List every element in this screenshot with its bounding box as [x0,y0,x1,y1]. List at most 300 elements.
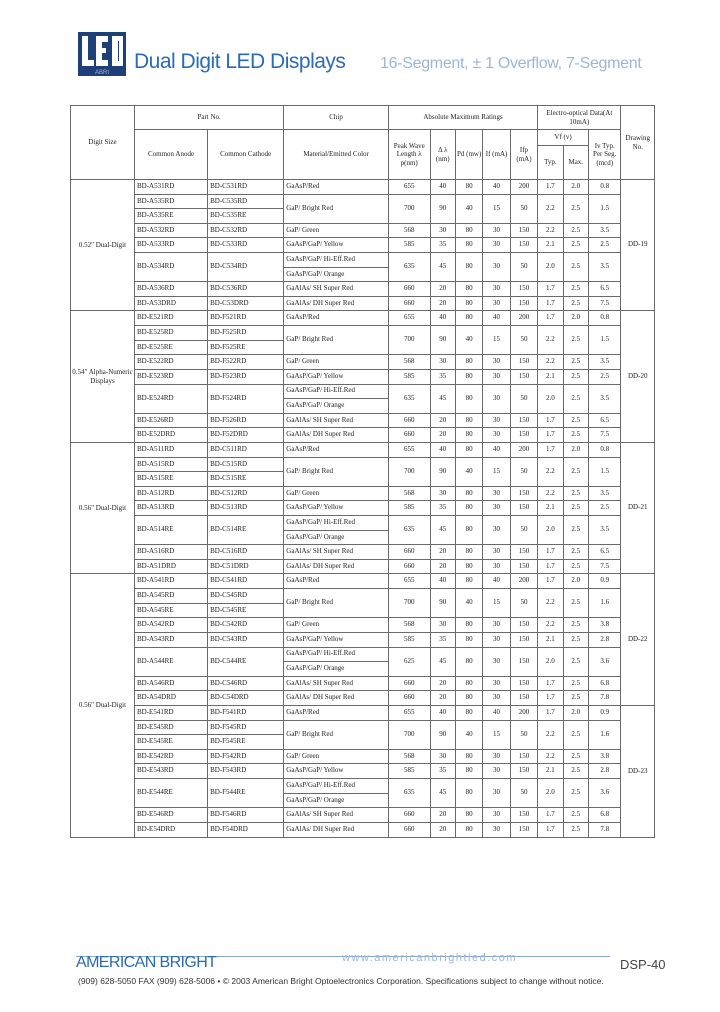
material-header: Material/Emitted Color [284,130,389,180]
vf-typ-header: Typ. [538,146,563,180]
common-cathode-cell: BD-C535RD [208,194,284,209]
if-cell: 30 [483,749,510,764]
table-row [71,618,655,633]
iv-cell: 2.5 [588,369,621,384]
common-anode-cell: BD-A516RD [134,545,207,560]
ifp-cell: 150 [510,632,537,647]
common-anode-cell: BD-E543RD [134,764,207,779]
common-anode-cell: BD-E545RD [134,720,207,735]
vf-max-cell: 2.5 [563,808,588,823]
peak-wavelength-cell: 660 [388,428,430,443]
common-anode-cell: BD-A545RD [134,589,207,604]
delta-lambda-cell: 20 [430,428,455,443]
electro-optical-header: Electro-optical Data(At 10mA) [538,106,621,130]
vf-typ-cell: 2.2 [538,355,563,370]
delta-lambda-cell: 45 [430,384,455,413]
vf-max-cell: 2.5 [563,384,588,413]
iv-cell: 1.5 [588,326,621,355]
vf-max-cell: 2.5 [563,428,588,443]
common-cathode-cell: BD-F52DRD [208,428,284,443]
ifp-cell: 50 [510,194,537,223]
delta-lambda-cell: 90 [430,457,455,486]
ifp-cell: 150 [510,296,537,311]
if-cell: 30 [483,223,510,238]
iv-cell: 3.6 [588,778,621,807]
common-anode-cell: BD-E544RE [134,778,207,807]
pd-cell: 80 [455,647,482,676]
vf-max-cell: 2.5 [563,413,588,428]
vf-typ-cell: 1.7 [538,559,563,574]
delta-lambda-cell: 30 [430,355,455,370]
header-row-1 [71,106,655,130]
delta-lambda-cell: 30 [430,486,455,501]
delta-lambda-cell: 45 [430,253,455,282]
vf-typ-cell: 2.2 [538,326,563,355]
vf-max-cell: 2.5 [563,486,588,501]
vf-typ-cell: 2.2 [538,720,563,749]
pd-cell: 80 [455,749,482,764]
peak-wavelength-cell: 635 [388,253,430,282]
common-cathode-cell: BD-C545RD [208,589,284,604]
chip-material-cell: GaAsP/GaP/ Orange [284,530,389,545]
if-cell: 30 [483,369,510,384]
ifp-cell: 150 [510,413,537,428]
ifp-cell: 150 [510,676,537,691]
if-cell: 30 [483,296,510,311]
ifp-cell: 50 [510,720,537,749]
common-anode-cell: BD-A535RE [134,209,207,224]
table-row [71,574,655,589]
common-anode-cell: BD-E541RD [134,705,207,720]
chip-material-cell: GaP/ Green [284,749,389,764]
page-title: Dual Digit LED Displays [134,50,346,73]
chip-material-cell: GaAlAs/ SH Super Red [284,676,389,691]
iv-cell: 6.5 [588,545,621,560]
company-logo [76,26,128,82]
iv-cell: 3.5 [588,516,621,545]
common-cathode-cell: BD-C53DRD [208,296,284,311]
delta-lambda-cell: 30 [430,749,455,764]
contact-line: (909) 628-5050 FAX (909) 628-5006 • © 2003 American Bright Optoelectronics Corporation. Specifications subject to change without notice. [78,976,604,986]
page-code: DSP-40 [620,957,666,972]
common-anode-cell: BD-A534RD [134,253,207,282]
chip-material-cell: GaP/ Bright Red [284,589,389,618]
table-row [71,632,655,647]
if-cell: 30 [483,676,510,691]
peak-wavelength-cell: 660 [388,559,430,574]
peak-wavelength-cell: 635 [388,384,430,413]
common-cathode-cell: BD-C532RD [208,223,284,238]
spec-table [70,105,655,838]
common-cathode-cell: BD-F525RE [208,340,284,355]
digit-size-cell: 0.56" Dual-Digit [71,574,135,838]
common-anode-cell: BD-E52DRD [134,428,207,443]
common-anode-cell: BD-A532RD [134,223,207,238]
chip-material-cell: GaAlAs/ SH Super Red [284,413,389,428]
common-cathode-cell: BD-C535RE [208,209,284,224]
if-cell: 30 [483,808,510,823]
chip-material-cell: GaP/ Green [284,618,389,633]
if-cell: 40 [483,442,510,457]
table-row [71,238,655,253]
ifp-cell: 150 [510,647,537,676]
pd-cell: 80 [455,705,482,720]
common-cathode-cell: BD-F545RE [208,735,284,750]
table-row [71,311,655,326]
iv-cell: 3.6 [588,647,621,676]
common-cathode-cell: BD-C542RD [208,618,284,633]
iv-cell: 1.5 [588,457,621,486]
delta-lambda-cell: 45 [430,778,455,807]
table-row [71,691,655,706]
spec-table-body [71,180,655,838]
delta-lambda-cell: 20 [430,282,455,297]
table-row [71,778,655,793]
chip-material-cell: GaAsP/GaP/ Hi-Eff.Red [284,778,389,793]
vf-typ-cell: 2.0 [538,647,563,676]
table-row [71,194,655,209]
peak-wavelength-cell: 700 [388,326,430,355]
peak-wavelength-cell: 700 [388,589,430,618]
pd-cell: 80 [455,180,482,195]
common-cathode-cell: BD-F545RD [208,720,284,735]
ifp-cell: 150 [510,808,537,823]
vf-max-cell: 2.5 [563,676,588,691]
chip-material-cell: GaAlAs/ DH Super Red [284,691,389,706]
vf-typ-cell: 2.2 [538,749,563,764]
common-anode-cell: BD-E521RD [134,311,207,326]
chip-header: Chip [284,106,389,130]
ifp-cell: 200 [510,574,537,589]
chip-material-cell: GaAlAs/ DH Super Red [284,822,389,837]
table-row [71,559,655,574]
vf-typ-cell: 2.2 [538,194,563,223]
iv-cell: 7.5 [588,296,621,311]
delta-lambda-cell: 90 [430,720,455,749]
common-anode-cell: BD-A515RE [134,472,207,487]
common-anode-cell: BD-A542RD [134,618,207,633]
chip-material-cell: GaP/ Green [284,486,389,501]
vf-typ-cell: 1.7 [538,808,563,823]
vf-max-cell: 2.5 [563,618,588,633]
table-row [71,180,655,195]
pd-cell: 40 [455,589,482,618]
table-row [71,296,655,311]
iv-cell: 0.9 [588,574,621,589]
table-row [71,501,655,516]
pd-cell: 40 [455,720,482,749]
chip-material-cell: GaAlAs/ DH Super Red [284,559,389,574]
pd-header: Pd (mw) [455,130,482,180]
vf-typ-cell: 1.7 [538,311,563,326]
vf-max-cell: 2.5 [563,764,588,779]
if-cell: 30 [483,384,510,413]
chip-material-cell: GaAsP/Red [284,180,389,195]
chip-material-cell: GaAsP/GaP/ Yellow [284,238,389,253]
if-cell: 40 [483,180,510,195]
pd-cell: 80 [455,501,482,516]
common-anode-cell: BD-E524RD [134,384,207,413]
ifp-cell: 150 [510,428,537,443]
common-anode-cell: BD-A546RD [134,676,207,691]
common-anode-cell: BD-A536RD [134,282,207,297]
vf-max-cell: 2.5 [563,253,588,282]
ifp-cell: 200 [510,705,537,720]
vf-max-cell: 2.5 [563,647,588,676]
iv-cell: 2.8 [588,632,621,647]
vf-typ-cell: 1.7 [538,296,563,311]
peak-wavelength-cell: 585 [388,501,430,516]
common-cathode-cell: BD-C531RD [208,180,284,195]
delta-lambda-cell: 20 [430,676,455,691]
iv-cell: 6.5 [588,282,621,297]
vf-max-cell: 2.5 [563,749,588,764]
if-cell: 30 [483,253,510,282]
table-row [71,413,655,428]
ifp-cell: 150 [510,764,537,779]
chip-material-cell: GaAsP/GaP/ Orange [284,662,389,677]
common-anode-cell: BD-E54DRD [134,822,207,837]
pd-cell: 80 [455,618,482,633]
delta-lambda-cell: 30 [430,223,455,238]
delta-lambda-cell: 20 [430,413,455,428]
peak-wavelength-cell: 655 [388,442,430,457]
peak-wavelength-cell: 660 [388,545,430,560]
ifp-cell: 50 [510,589,537,618]
common-anode-cell: BD-A531RD [134,180,207,195]
pd-cell: 80 [455,238,482,253]
vf-typ-cell: 2.2 [538,457,563,486]
if-cell: 30 [483,428,510,443]
peak-wavelength-cell: 700 [388,457,430,486]
abs-max-header: Absolute Maximum Ratings [388,106,537,130]
pd-cell: 40 [455,326,482,355]
common-anode-cell: BD-A543RD [134,632,207,647]
if-cell: 30 [483,516,510,545]
chip-material-cell: GaAsP/GaP/ Yellow [284,764,389,779]
iv-cell: 1.5 [588,194,621,223]
ifp-cell: 150 [510,501,537,516]
common-anode-cell: BD-E523RD [134,369,207,384]
pd-cell: 80 [455,676,482,691]
iv-cell: 7.8 [588,822,621,837]
iv-cell: 1.6 [588,589,621,618]
chip-material-cell: GaP/ Green [284,355,389,370]
peak-wavelength-cell: 585 [388,632,430,647]
chip-material-cell: GaAsP/GaP/ Yellow [284,501,389,516]
chip-material-cell: GaAsP/GaP/ Hi-Eff.Red [284,516,389,531]
chip-material-cell: GaP/ Green [284,223,389,238]
delta-lambda-cell: 35 [430,632,455,647]
common-cathode-cell: BD-C533RD [208,238,284,253]
delta-lambda-header: Δ λ (nm) [430,130,455,180]
table-row [71,457,655,472]
table-row [71,764,655,779]
iv-cell: 3.5 [588,486,621,501]
pd-cell: 80 [455,822,482,837]
vf-max-cell: 2.5 [563,223,588,238]
common-cathode-cell: BD-C515RD [208,457,284,472]
if-cell: 30 [483,559,510,574]
chip-material-cell: GaAsP/Red [284,705,389,720]
delta-lambda-cell: 30 [430,618,455,633]
if-cell: 15 [483,589,510,618]
chip-material-cell: GaAsP/GaP/ Orange [284,399,389,414]
delta-lambda-cell: 40 [430,311,455,326]
delta-lambda-cell: 20 [430,545,455,560]
common-anode-cell: BD-E545RE [134,735,207,750]
iv-cell: 7.8 [588,691,621,706]
if-cell: 30 [483,632,510,647]
delta-lambda-cell: 45 [430,647,455,676]
vf-typ-cell: 1.7 [538,428,563,443]
pd-cell: 80 [455,778,482,807]
pd-cell: 80 [455,632,482,647]
vf-typ-cell: 1.7 [538,282,563,297]
iv-cell: 3.8 [588,618,621,633]
vf-typ-cell: 1.7 [538,180,563,195]
common-anode-cell: BD-E525RD [134,326,207,341]
vf-typ-cell: 2.2 [538,486,563,501]
iv-cell: 0.8 [588,442,621,457]
delta-lambda-cell: 20 [430,559,455,574]
peak-wavelength-cell: 660 [388,822,430,837]
drawing-no-cell: DD-22 [621,574,655,705]
common-anode-cell: BD-E546RD [134,808,207,823]
peak-wavelength-cell: 655 [388,180,430,195]
common-anode-cell: BD-A54DRD [134,691,207,706]
common-cathode-cell: BD-C543RD [208,632,284,647]
pd-cell: 80 [455,808,482,823]
delta-lambda-cell: 20 [430,691,455,706]
pd-cell: 80 [455,486,482,501]
vf-max-cell: 2.0 [563,705,588,720]
if-cell: 30 [483,822,510,837]
peak-wavelength-cell: 585 [388,369,430,384]
vf-max-cell: 2.5 [563,516,588,545]
vf-max-cell: 2.5 [563,194,588,223]
common-cathode-cell: BD-C536RD [208,282,284,297]
common-cathode-cell: BD-F546RD [208,808,284,823]
common-anode-cell: BD-A541RD [134,574,207,589]
pd-cell: 80 [455,282,482,297]
vf-max-cell: 2.5 [563,720,588,749]
part-no-header: Part No. [134,106,283,130]
table-row [71,369,655,384]
vf-typ-cell: 1.7 [538,676,563,691]
brand-name: AMERICAN BRIGHT [76,954,217,971]
table-row [71,749,655,764]
chip-material-cell: GaAlAs/ SH Super Red [284,282,389,297]
vf-max-cell: 2.0 [563,442,588,457]
common-anode-header: Common Anode [134,130,207,180]
chip-material-cell: GaAlAs/ SH Super Red [284,808,389,823]
common-cathode-cell: BD-C534RD [208,253,284,282]
peak-wavelength-cell: 660 [388,296,430,311]
table-row [71,589,655,604]
vf-typ-cell: 2.2 [538,618,563,633]
peak-wavelength-cell: 655 [388,705,430,720]
common-cathode-cell: BD-F543RD [208,764,284,779]
common-anode-cell: BD-E522RD [134,355,207,370]
peak-wavelength-cell: 660 [388,676,430,691]
table-row [71,355,655,370]
drawing-no-cell: DD-23 [621,705,655,837]
drawing-no-cell: DD-19 [621,180,655,311]
common-anode-cell: BD-A512RD [134,486,207,501]
pd-cell: 80 [455,253,482,282]
peak-wavelength-cell: 625 [388,647,430,676]
if-cell: 30 [483,413,510,428]
ifp-cell: 150 [510,559,537,574]
delta-lambda-cell: 40 [430,442,455,457]
pd-cell: 80 [455,384,482,413]
if-cell: 15 [483,720,510,749]
vf-max-header: Max. [563,146,588,180]
ifp-cell: 150 [510,282,537,297]
iv-cell: 2.5 [588,238,621,253]
iv-cell: 6.5 [588,413,621,428]
vf-max-cell: 2.5 [563,501,588,516]
iv-cell: 6.8 [588,808,621,823]
if-cell: 15 [483,326,510,355]
pd-cell: 80 [455,223,482,238]
pd-cell: 80 [455,559,482,574]
chip-material-cell: GaAsP/GaP/ Hi-Eff.Red [284,384,389,399]
common-cathode-cell: BD-F521RD [208,311,284,326]
table-row [71,486,655,501]
vf-max-cell: 2.0 [563,574,588,589]
vf-max-cell: 2.0 [563,311,588,326]
vf-typ-cell: 2.0 [538,516,563,545]
chip-material-cell: GaAsP/GaP/ Yellow [284,369,389,384]
common-cathode-cell: BD-F523RD [208,369,284,384]
common-cathode-cell: BD-C544RE [208,647,284,676]
if-cell: 30 [483,545,510,560]
ifp-cell: 150 [510,486,537,501]
vf-max-cell: 2.0 [563,180,588,195]
common-anode-cell: BD-A511RD [134,442,207,457]
common-cathode-cell: BD-F524RD [208,384,284,413]
common-cathode-cell: BD-C514RE [208,516,284,545]
iv-cell: 0.9 [588,705,621,720]
delta-lambda-cell: 35 [430,238,455,253]
iv-cell: 3.5 [588,253,621,282]
table-row [71,442,655,457]
iv-cell: 3.5 [588,223,621,238]
delta-lambda-cell: 40 [430,574,455,589]
peak-wavelength-cell: 635 [388,516,430,545]
table-row [71,516,655,531]
if-cell: 30 [483,486,510,501]
iv-cell: 7.5 [588,559,621,574]
vf-typ-cell: 2.0 [538,384,563,413]
chip-material-cell: GaAlAs/ DH Super Red [284,296,389,311]
pd-cell: 80 [455,428,482,443]
vf-typ-cell: 2.0 [538,778,563,807]
pd-cell: 80 [455,355,482,370]
delta-lambda-cell: 35 [430,764,455,779]
iv-cell: 0.8 [588,180,621,195]
peak-wavelength-cell: 568 [388,486,430,501]
website-link[interactable]: www.americanbrightled.com [342,952,518,964]
chip-material-cell: GaAsP/GaP/ Orange [284,267,389,282]
pd-cell: 80 [455,545,482,560]
vf-typ-cell: 2.1 [538,369,563,384]
chip-material-cell: GaP/ Bright Red [284,720,389,749]
peak-wavelength-cell: 660 [388,282,430,297]
common-anode-cell: BD-A51DRD [134,559,207,574]
